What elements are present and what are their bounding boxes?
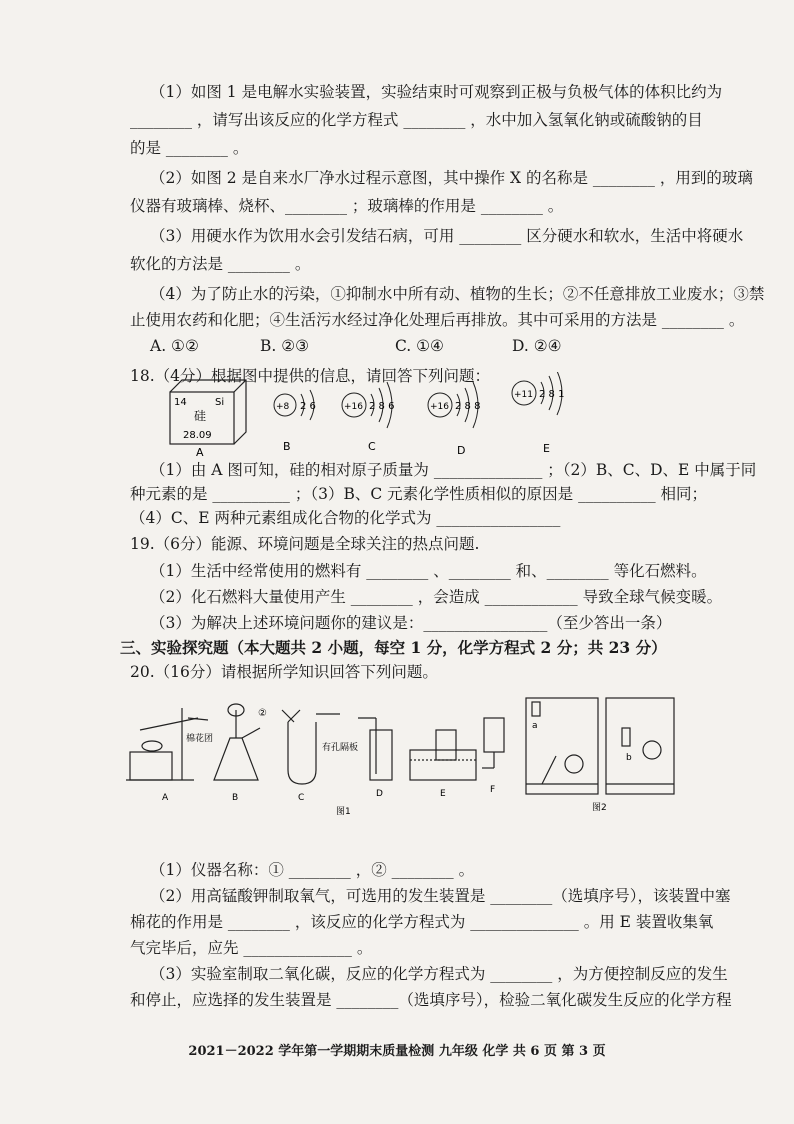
section-3-heading: 三、实验探究题（本大题共 2 小题，每空 1 分，化学方程式 2 分；共 23 分） [120, 638, 667, 657]
element-cell-silicon [170, 380, 246, 444]
q20-line1: （1）仪器名称：① ________ ，② ________ 。 [150, 861, 475, 879]
q17-part3-line2: 软化的方法是 ________ 。 [130, 255, 311, 273]
atom-c-electrons: 2 8 6 [369, 401, 395, 412]
atom-c-nucleus: +16 [344, 402, 363, 412]
circle-label-2: ② [258, 708, 267, 719]
figure-2-label-b: b [626, 753, 632, 763]
apparatus-a [126, 708, 208, 780]
q20-line4: 气完毕后，应先 ______________ 。 [130, 939, 373, 957]
q18-figure [150, 372, 600, 462]
q20-line5: （3）实验室制取二氧化碳，反应的化学方程式为 ________ ，为方便控制反应的发生 [150, 965, 728, 983]
q18-line3: （4）C、E 两种元素组成化合物的化学式为 ________________ [130, 509, 561, 527]
atom-e-electrons: 2 8 1 [539, 389, 565, 400]
label-b: B [283, 440, 291, 453]
choice-b: B. ②③ [260, 337, 310, 355]
q20-figures [118, 688, 698, 828]
choice-c: C. ①④ [395, 337, 444, 355]
atom-d [428, 382, 480, 428]
choice-d: D. ②④ [512, 337, 562, 355]
q20-stem: 20.（16分）请根据所学知识回答下列问题。 [130, 663, 438, 681]
q17-part1-line3: 的是 ________ 。 [130, 139, 249, 157]
element-number: 14 [174, 397, 187, 408]
element-symbol: Si [215, 397, 225, 408]
q18-stem: 18.（4分）根据图中提供的信息，请回答下列问题： [130, 367, 491, 385]
atom-e [512, 372, 564, 415]
apparatus-b-label: B [232, 793, 239, 803]
apparatus-c-label: C [298, 793, 305, 803]
q17-part4-line2: 止使用农药和化肥；④生活污水经过净化处理后再排放。其中可采用的方法是 ________ 。 [130, 311, 745, 329]
figure-1-caption: 图1 [336, 807, 351, 817]
q19-line1: （1）生活中经常使用的燃料有 ________ 、________ 和、________ 等化石燃料。 [150, 562, 707, 580]
apparatus-e [410, 730, 476, 780]
q17-part4-line1: （4）为了防止水的污染，①抑制水中所有动、植物的生长；②不任意排放工业废水；③禁 [150, 285, 765, 303]
apparatus-e-label: E [440, 789, 446, 799]
label-e: E [543, 442, 550, 455]
q18-line2: 种元素的是 __________ ；（3）B、C 元素化学性质相似的原因是 __________ 相同； [130, 485, 707, 503]
choice-a: A. ①② [150, 337, 199, 355]
atom-d-nucleus: +16 [430, 402, 449, 412]
atom-b-nucleus: +8 [276, 402, 290, 412]
q17-part1-line1: （1）如图 1 是电解水实验装置，实验结束时可观察到正极与负极气体的体积比约为 [150, 83, 723, 101]
perforated-plate-label: 有孔隔板 [322, 743, 359, 753]
q19-line3: （3）为解决上述环境问题你的建议是：________________（至少答出一条） [150, 614, 672, 632]
q17-part3-line1: （3）用硬水作为饮用水会引发结石病，可用 ________ 区分硬水和软水，生活中将硬水 [150, 227, 744, 245]
q20-line6: 和停止，应选择的发生装置是 ________（选填序号），检验二氧化碳发生反应的化学方程 [130, 991, 732, 1009]
apparatus-d-label: D [376, 789, 383, 799]
q17-part2-line1: （2）如图 2 是自来水厂净水过程示意图，其中操作 X 的名称是 ________ ，用到的玻璃 [150, 169, 753, 187]
q20-line3: 棉花的作用是 ________ ，该反应的化学方程式为 ______________ 。用 E 装置收集氧 [130, 913, 714, 931]
page-footer: 2021－2022 学年第一学期期末质量检测 九年级 化学 共 6 页 第 3 页 [188, 1044, 606, 1059]
q17-part2-line2: 仪器有玻璃棒、烧杯、________ ；玻璃棒的作用是 ________ 。 [130, 197, 564, 215]
figure-2-scene-b [606, 698, 674, 794]
apparatus-a-label: A [162, 793, 169, 803]
q18-line1: （1）由 A 图可知，硅的相对原子质量为 ______________ ；（2）B、C、D、E 中属于同 [150, 461, 757, 479]
q19-line2: （2）化石燃料大量使用产生 ________ ，会造成 ____________ 导致全球气候变暖。 [150, 588, 723, 606]
atom-c [342, 382, 394, 428]
apparatus-f [482, 718, 504, 768]
q17-part1-line2: ________ ，请写出该反应的化学方程式 ________ ，水中加入氢氧化钠或硫酸钠的目 [130, 111, 703, 129]
label-a: A [196, 446, 204, 459]
apparatus-f-label: F [490, 785, 496, 795]
cotton-label: 棉花团 [186, 734, 214, 744]
figure-2-caption: 图2 [592, 803, 607, 813]
apparatus-b [214, 704, 260, 780]
atom-b-electrons: 2 6 [300, 401, 316, 412]
apparatus-d [358, 718, 392, 780]
atom-b [274, 390, 316, 420]
label-d: D [457, 444, 466, 457]
label-c: C [368, 440, 376, 453]
q20-line2: （2）用高锰酸钾制取氧气，可选用的发生装置是 ________（选填序号），该装置中塞 [150, 887, 731, 905]
element-mass: 28.09 [183, 430, 212, 441]
atom-d-electrons: 2 8 8 [455, 401, 481, 412]
element-name: 硅 [194, 409, 207, 423]
atom-e-nucleus: +11 [514, 390, 533, 400]
figure-2-scene-a [526, 698, 598, 794]
figure-2-label-a: a [532, 721, 538, 731]
q19-stem: 19.（6分）能源、环境问题是全球关注的热点问题. [130, 535, 480, 553]
